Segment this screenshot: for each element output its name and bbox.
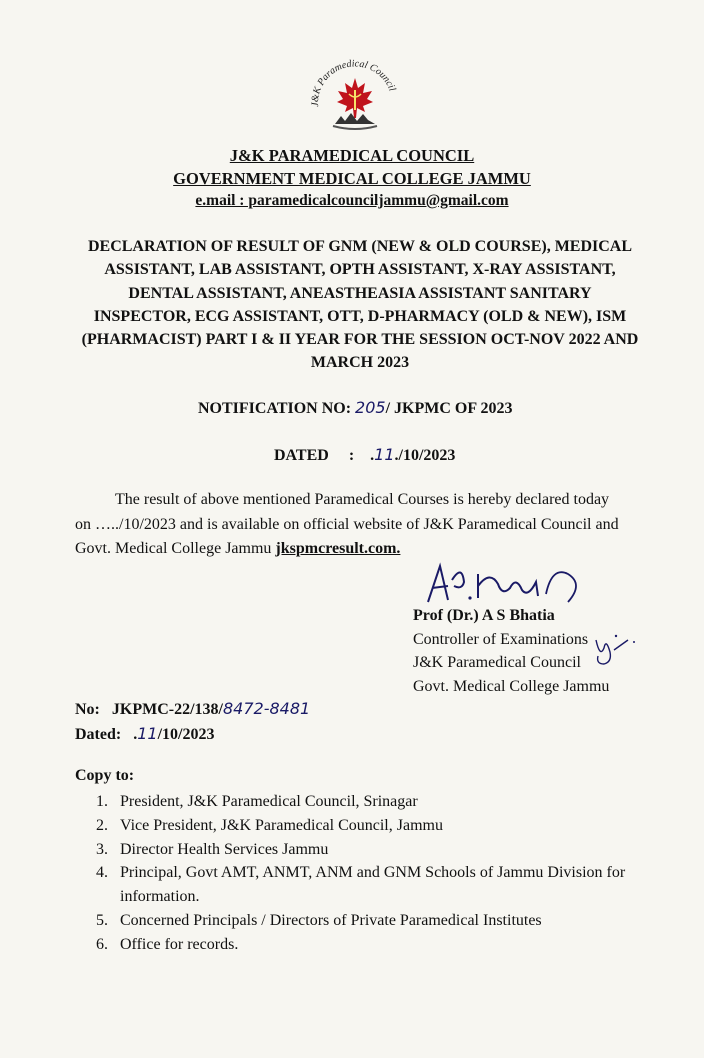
logo-ring-text: J&K Paramedical Council: [309, 58, 398, 107]
notification-body: [75, 488, 640, 562]
council-email: e.mail : paramedicalcounciljammu@gmail.com: [195, 192, 509, 209]
signatory-college: Govt. Medical College Jammu: [413, 677, 610, 695]
list-item-number: 6.: [96, 935, 108, 953]
list-item-text: Office for records.: [120, 935, 239, 953]
list-item: [96, 790, 656, 814]
list-item: [96, 861, 656, 909]
list-item-text: Principal, Govt AMT, ANMT, ANM and GNM Schools of Jammu Division for information.: [120, 864, 626, 906]
list-item-text: President, J&K Paramedical Council, Srinagar: [120, 793, 418, 810]
dated-separator: :: [348, 447, 355, 464]
reference-no-label: No:: [75, 701, 100, 718]
notification-suffix: / JKPMC OF 2023: [385, 400, 513, 417]
list-item-text: Vice President, J&K Paramedical Council, Jammu: [120, 816, 443, 834]
results-website-link[interactable]: jkspmcresult.com.: [275, 540, 401, 557]
dated-label: DATED: [274, 447, 329, 464]
body-line-1: The result of above mentioned Paramedical Courses is hereby declared today: [115, 491, 610, 508]
list-item-number: 5.: [96, 911, 108, 929]
list-item-number: 1.: [96, 793, 108, 810]
copy-to-label: Copy to:: [75, 767, 135, 784]
list-item-number: 2.: [96, 816, 108, 834]
body-line-2: on …../10/2023 and is available on official website of J&K Paramedical Council and: [75, 515, 619, 533]
reference-no-value: JKPMC-22/138/: [111, 701, 223, 718]
signatory-block: [413, 604, 609, 698]
council-logo: [305, 50, 405, 140]
list-item-text: Director Health Services Jammu: [120, 840, 329, 858]
declaration-heading: DECLARATION OF RESULT OF GNM (NEW & OLD COURSE), MEDICAL ASSISTANT, LAB ASSISTANT, OPTH ASSISTANT, X-RAY ASSISTANT, DENTAL ASSISTANT, ANEASTHEASIA ASSISTANT SANITARY INSPECTOR, ECG ASSISTANT, OTT, D-PHARMACY (OLD & NEW), ISM (PHARMACIST) PART I & II YEAR FOR THE SESSION OCT-NOV 2022 AND MARCH 2023: [81, 238, 639, 372]
dated-day: 11: [374, 445, 395, 464]
list-item: [96, 933, 656, 957]
list-item-text: Concerned Principals / Directors of Private Paramedical Institutes: [120, 911, 542, 929]
reference-dated-day: 11: [137, 724, 158, 743]
reference-dated-rest: /10/2023: [157, 726, 215, 743]
list-item: [96, 838, 656, 862]
list-item-number: 4.: [96, 864, 108, 882]
dated-rest: /10/2023: [398, 447, 456, 464]
notification-handwritten-number: 205: [355, 398, 386, 417]
reference-block: No: JKPMC-22/138/8472-8481 Dated: .11/10/2023: [75, 699, 311, 743]
signatory-name: Prof (Dr.) A S Bhatia: [413, 607, 555, 624]
list-item: [96, 909, 656, 933]
copy-to-list: [96, 790, 656, 957]
notification-number: [198, 398, 513, 418]
list-item-number: 3.: [96, 840, 108, 858]
handwritten-initials: [590, 628, 638, 668]
reference-no-range: 8472-8481: [222, 699, 311, 718]
reference-dated-label: Dated:: [75, 726, 122, 743]
list-item: [96, 814, 656, 838]
signatory-council: J&K Paramedical Council: [413, 654, 581, 671]
handwritten-signature: [418, 560, 588, 610]
notification-label: NOTIFICATION NO:: [198, 400, 352, 417]
council-name: J&K PARAMEDICAL COUNCIL: [229, 146, 475, 165]
college-name: GOVERNMENT MEDICAL COLLEGE JAMMU: [173, 169, 531, 188]
signatory-designation: Controller of Examinations: [413, 630, 589, 648]
notification-date: DATED : .11./10/2023: [274, 445, 456, 464]
body-line-3: Govt. Medical College Jammu: [75, 540, 276, 557]
